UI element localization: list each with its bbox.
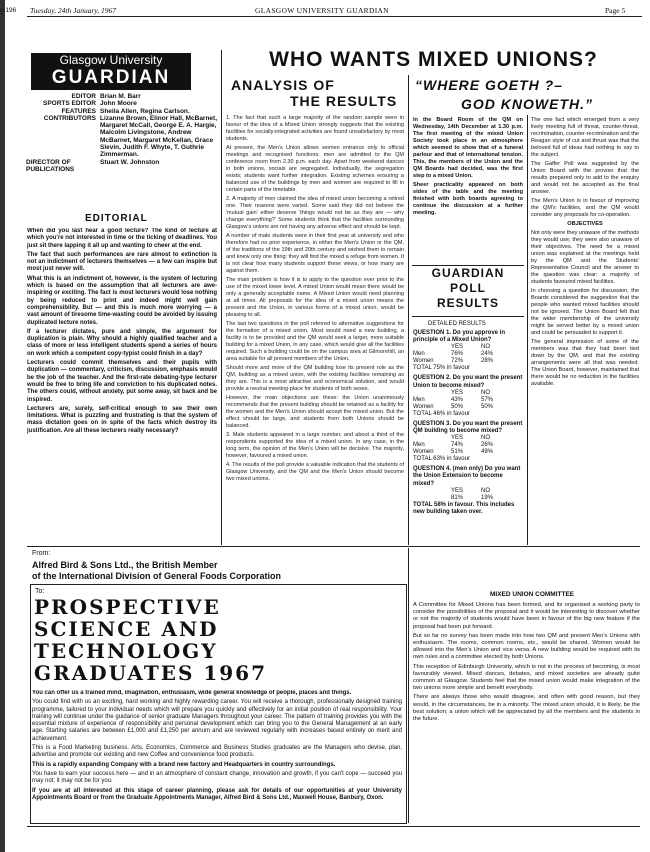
poll-title-2: POLL [450, 281, 486, 295]
advert-company [32, 560, 404, 581]
analysis-body [226, 115, 404, 545]
poll-question-1 [413, 330, 523, 372]
poll-total: TOTAL 46% in favour [413, 410, 470, 417]
editorial-paragraph: The fact that such performances are rare almost to extinction is not an indictment of lecturers themselves — a few can inspire but most just never will. [27, 251, 217, 273]
editorial-paragraph: If a lecturer dictates, pure and simple, the argument for duplication is plain. Why should a highly qualified teacher and a class of more or less intelligent students spend a series of hours on work which a competent copy-typist could finish in a day? [27, 328, 217, 357]
advert-headline-line3: TECHNOLOGY [34, 639, 218, 663]
staff-row-sports: SPORTS EDITOR John Moore [43, 100, 137, 108]
staff-list [26, 93, 218, 173]
masthead-line2: GUARDIAN [51, 67, 171, 88]
poll-row: YES NO [451, 344, 490, 351]
poll-row: Men 74% 26% [413, 442, 494, 449]
poll-row: Women 72% 28% [413, 358, 494, 365]
advert-paragraph: You could find with us an exciting, hard working and highly rewarding career. You will receive a thorough, professionally designed training programme, tailored to your individual needs which will prepare you quickly and effectively for an initial position of real responsibility. Your training will continue under the guidance of senior graduate Managers throughout your career. The pattern of training provides you with the essential mixture of experience of responsibility and personal development which can bring you to the General Management at an early age. Starting salaries are between £1,000 and £1,250 per annum and are reviewed regularly with increases based entirely on merit and achievement. [32, 699, 402, 742]
column-rule-3 [527, 115, 528, 545]
goeth-paragraph: The Gaffer Poll was suggested by the Union Board with the proviso that the results prepared only to add to the enquiry and would not be accepted as the final answer. [531, 161, 639, 195]
masthead [31, 53, 191, 90]
poll-question-text: QUESTION 4. (men only) Do you want the Union Extension to become mixed? [413, 466, 521, 487]
editorial-paragraph: Lecturers are, surely, self-critical enough to see their own limitations. What is puzzling and frustrating is that the system of mass dictation goes on in spite of the facts which destroy its justification. Are all these lecturers really necessary? [27, 405, 217, 434]
poll-results [413, 330, 523, 516]
poll-row: Women 50% 50% [413, 403, 494, 410]
advert-headline [34, 596, 404, 684]
goeth-paragraph: The one fact which emerged from a very lively meeting full of threat, counter-threat, recrimination, counter-recrimination and the Reagan style of cut and thrust was that the beloved full of ideas had nothing to say to the subject. [531, 117, 639, 158]
committee-paragraph: But so far no survey has been made into how two QM and present Men's Unions with enthusiasm. The rooms, common rooms, etc., would be shared. Women would be allowed into the Men's Union and vice versa. A new building would be required with its own rules and a committee elected by both Unions. [413, 632, 640, 661]
header-page-number: Page 5 [605, 6, 626, 15]
poll-title-1: GUARDIAN [431, 266, 505, 280]
editorial-paragraph: What this is an indictment of, however, is the system of lecturing which is based on the assumption that all lecturers are awe-inspiring or exciting. The fact is most lecturers would lose nothing by being reduced to print and indeed might well gain comprehensibility. But — and this is much more worrying — a vast amount of tiresome time-wasting could be avoided by issuing duplicated lecture notes. [27, 275, 217, 326]
staff-row-contributors: CONTRIBUTORS Lizanne Brown, Elinor Hall, McBarnet, Margaret McCall, George E. A. Hargie, Malcolm Livingstone, Andrew McBarnet, Margaret McKellan, Grace Slevin, Judith F. Whyte, T. Guthrie Zimmerman. [43, 114, 218, 159]
staff-row-director: DIRECTOR OF PUBLICATIONS Stuart W. Johnston [26, 158, 160, 173]
poll-question-text: QUESTION 1. Do you approve in principle of a Mixed Union? [413, 330, 506, 344]
poll-question-3 [413, 421, 523, 463]
editorial-title: EDITORIAL [85, 213, 148, 224]
poll-title-3: RESULTS [436, 296, 500, 310]
section-rule [27, 546, 640, 547]
advert-paragraph: If you are at all interested at this stage of career planning, please ask for details of our opportunities at your University Appointments Board or from the Graduate Appointments Manager, Alfred Bird & Sons Ltd., Maxwell House, Banbury, Oxon. [32, 787, 402, 801]
poll-question-text: QUESTION 2. Do you want the present Union to become mixed? [413, 375, 523, 389]
poll-box [412, 265, 524, 317]
poll-row: YES NO [451, 435, 490, 442]
goeth-right-body [531, 117, 639, 545]
analysis-paragraph: The last two questions in the poll referred to alternative suggestions for the formation of a mixed union. Most would need a new building, a facility is to be provided and the QM would seek a larger, more suitable building for a mixed Union, in any case, which would give all the facilities required. Such a building could be on the campus area at Gilmorehill, an area suitable for all present members of the Union. [226, 321, 404, 362]
committee-paragraph: This reception of Edinburgh University, which is not in the process of becoming, is most favourably viewed. Mixed dances, debates, and mixed societies are already quite common at Glasgow. Students feel that the mixed union would make integration of the two unions more simple and benefit everybody. [413, 663, 640, 692]
advert-body [32, 690, 402, 820]
goeth-title-1: “WHERE GOETH ?– [415, 77, 564, 93]
analysis-paragraph: 2. A majority of men claimed the idea of mixed union becoming a retired one. Their reasons were varied. Some said they did not believe the 'mutual gain' either deserve 'things would not be as they are — why change everything?' Some students think that the facilities surrounding Glasgow's unions are not having any adverse effect and should be kept. [226, 196, 404, 230]
advert-headline-line4: GRADUATES 1967 [34, 661, 268, 685]
staff-row-editor: EDITOR Brian M. Barr [71, 93, 141, 100]
committee-title: MIXED UNION COMMITTEE [490, 591, 575, 598]
advert-company-line2: of the International Division of General Foods Corporation [32, 570, 282, 581]
analysis-paragraph: 4. The results of the poll provide a valuable indication that the students of Glasgow University, and the QM and the Men's Union should become two mixed unions. [226, 462, 404, 482]
goeth-paragraph: In choosing a question for discussion, the Boards considered the suggestion that the people who wanted mixed facilities should not be ignored. The Union Board felt that the wider membership of the university might be served better by a mixed union and could be persuaded to support it. [531, 288, 639, 336]
analysis-paragraph: The main problem is how it is to apply to the question ever prior to the use of the mixed lower level. A mixed Union would mean there would be only a generally acceptable name. A Mixed Union would need planning at all times. All proposals for the idea of a mixed union means the present and the Union, in various forms of a mixed union, would be pleasing to all. [226, 277, 404, 318]
goeth-left-body [413, 117, 523, 257]
poll-question-2 [413, 375, 523, 417]
advert-to-label: To: [35, 588, 45, 595]
main-headline: WHO WANTS MIXED UNIONS? [269, 48, 598, 71]
poll-row: YES NO [451, 389, 490, 396]
poll-row: YES NO [451, 487, 490, 494]
advert-headline-line2: SCIENCE AND [34, 617, 219, 641]
analysis-paragraph: 3. Male students appeared in a large number, and about a third of the respondents supported the idea of a mixed union. In any case, in the long term, the opinion of the Men's Union will be decisive. The majority, however, favoured a mixed union. [226, 432, 404, 459]
column-rule-2 [408, 75, 409, 545]
page-binding-edge [0, 0, 5, 852]
column-rule-4 [408, 548, 409, 823]
analysis-title-1: ANALYSIS OF [231, 77, 335, 93]
goeth-paragraph: Sheer practicality appeared on both sides of the table and the meeting finished with both boards agreeing to continue the discussion at a further meeting. [413, 182, 523, 216]
editorial-paragraph: Lecturers could commit themselves and their pupils with duplication — commentary, criticism, discussion, emphasis would be the job of the teacher. And the first-rate debating-type lecturer would be free to bring life and conviction to his duplicated notes. The others could, without anxiety, put some away, sit back and be inspired. [27, 360, 217, 403]
goeth-paragraph: Not only were they unaware of the methods they would use; they were also unaware of their objectives. The need for a mixed union was explained at the meetings held by the QM and the Students' Representative Council and the answer to the question was clear: a majority of students favoured mixed facilities. [531, 230, 639, 285]
goeth-paragraph: The Men's Union is in favour of improving the QM's facilities, and the QM would consider any proposals for co-operation. [531, 198, 639, 218]
advert-from-label: From: [32, 550, 51, 557]
poll-question-text: QUESTION 3. Do you want the present QM building to become mixed? [413, 420, 523, 435]
analysis-paragraph: At present, the Men's Union allows women entrance only to official meetings and recognised functions; men are admitted to the QM conference room from 2.30 p.m. each day. Apart from weekend dances in both unions, socials are segregated. Individually, the segregation exists; students want further integration. Existing schemes ensuring a balanced use of the buildings by men and women are required to fill in certain parts of the timetable. [226, 145, 404, 193]
editorial-body [27, 228, 217, 543]
header-paper-title: GLASGOW UNIVERSITY GUARDIAN [255, 6, 389, 15]
analysis-paragraph: 1. The fact that such a large majority of the random sample were in favour of the idea of a Mixed Union strongly suggests that the existing facilities for socially-integrated activities are found unsatisfactory by most students. [226, 115, 404, 142]
advert-paragraph: This is a Food Marketing business. Arts, Economics, Commerce and Business Studies graduates are the Managers who devise, plan, advertise and promote our existing and new Coffee and convenience food products. [32, 745, 402, 759]
column-rule-1 [221, 50, 222, 545]
page-bottom-rule [27, 826, 640, 827]
committee-body [413, 602, 640, 822]
analysis-title-2: THE RESULTS [290, 93, 398, 109]
advert-paragraph: You have to earn your success here — and in an atmosphere of constant change, innovation and growth, if you can't cope — succeed you may not; it may not be for you. [32, 770, 402, 785]
poll-row: Women 51% 49% [413, 449, 494, 456]
analysis-paragraph: Should more and more of the QM building lose its present role as the QM, building as a mixed union, with the existing facilities remaining as they are. This is a most attractive and economical solution, and would provide a neutral meeting-place for students of both sexes. [226, 365, 404, 392]
staff-row-features: FEATURES Sheila Allen, Regina Carlson. [61, 107, 190, 115]
goeth-title-2: GOD KNOWETH.” [461, 96, 593, 112]
masthead-line1: Glasgow University [59, 53, 163, 67]
goeth-paragraph: The general impression of some of the members was that they had been tied down by the QM, and that the existing arrangements were all that was needed. The Union Board, however, maintained that there would be no reduction in the facilities available. [531, 339, 639, 387]
advert-company-line1: Alfred Bird & Sons Ltd., the British Member [32, 560, 218, 570]
poll-question-4 [413, 466, 523, 516]
committee-paragraph: There are always those who would disagree, and often with good reason, but they would, in the circumstances, be in a minority. The mixed union should, it is likely, be the best solution; a union which will be appreciated by all the members and the students in the future. [413, 694, 640, 723]
advert-paragraph: You can offer us a trained mind, imagination, enthusiasm, wide general knowledge of people, places and things. [32, 690, 352, 696]
poll-subtitle: DETAILED RESULTS [428, 321, 486, 327]
poll-total: TOTAL 75% in favour [413, 365, 470, 372]
header-rule [27, 16, 642, 17]
advert-paragraph: This is a rapidly expanding Company with a brand new factory and Headquarters in country surroundings. [32, 761, 336, 768]
committee-paragraph: A Committee for Mixed Unions has been formed, and its organised a working party to consider the possibilities of the proposal and it would be interesting to discover whether or not the majority of students would have been in favour of the big new feature if the proposal had been put forward. [413, 602, 640, 630]
header-date: Tuesday, 24th January, 1967 [30, 6, 117, 15]
poll-row: Men 43% 57% [413, 396, 494, 403]
analysis-paragraph: A number of male students were in their first year at university and who therefore had no prior experience, in either the Men's Union or the QM, of the traditions of the 19th and 20th century and wished them to remain and knew only one thing: they will find the mixed a refuge from women. It is not clear how many students support these views, or how many are against them. [226, 233, 404, 274]
header-margin-fragment: n 196 [0, 7, 17, 14]
editorial-paragraph: When did you last hear a good lecture? The kind of lecture at which you're not interested in time or the ticking of deadlines. You just sit there lapping it all up and wanting to cheer at the end. [27, 228, 217, 249]
analysis-paragraph: However, the main objections are these: the Union unanimously recommends that the present building should be retained as a facility for the women and the Men's Union should accept the mixed union. But the effect should be large, and students from both Unions should be balanced. [226, 395, 404, 429]
poll-total: TOTAL 58% in favour. This includes new building taken over. [413, 501, 515, 516]
poll-total: TOTAL 63% in favour [413, 456, 470, 463]
goeth-paragraph: In the Board Room of the QM on Wednesday, 14th December at 1.30 p.m. The first meeting of the mixed Union Society took place in an atmosphere which seemed to show that of a funeral parlour and that of international tension. This, the members of the Union and the QM Boards had decided, was the first step to a mixed Union. [413, 117, 523, 179]
poll-row: Men 76% 24% [413, 351, 494, 358]
advert-headline-line1: PROSPECTIVE [34, 595, 221, 619]
poll-row: 81% 19% [451, 494, 494, 501]
goeth-subhead: OBJECTIVES [567, 221, 603, 227]
